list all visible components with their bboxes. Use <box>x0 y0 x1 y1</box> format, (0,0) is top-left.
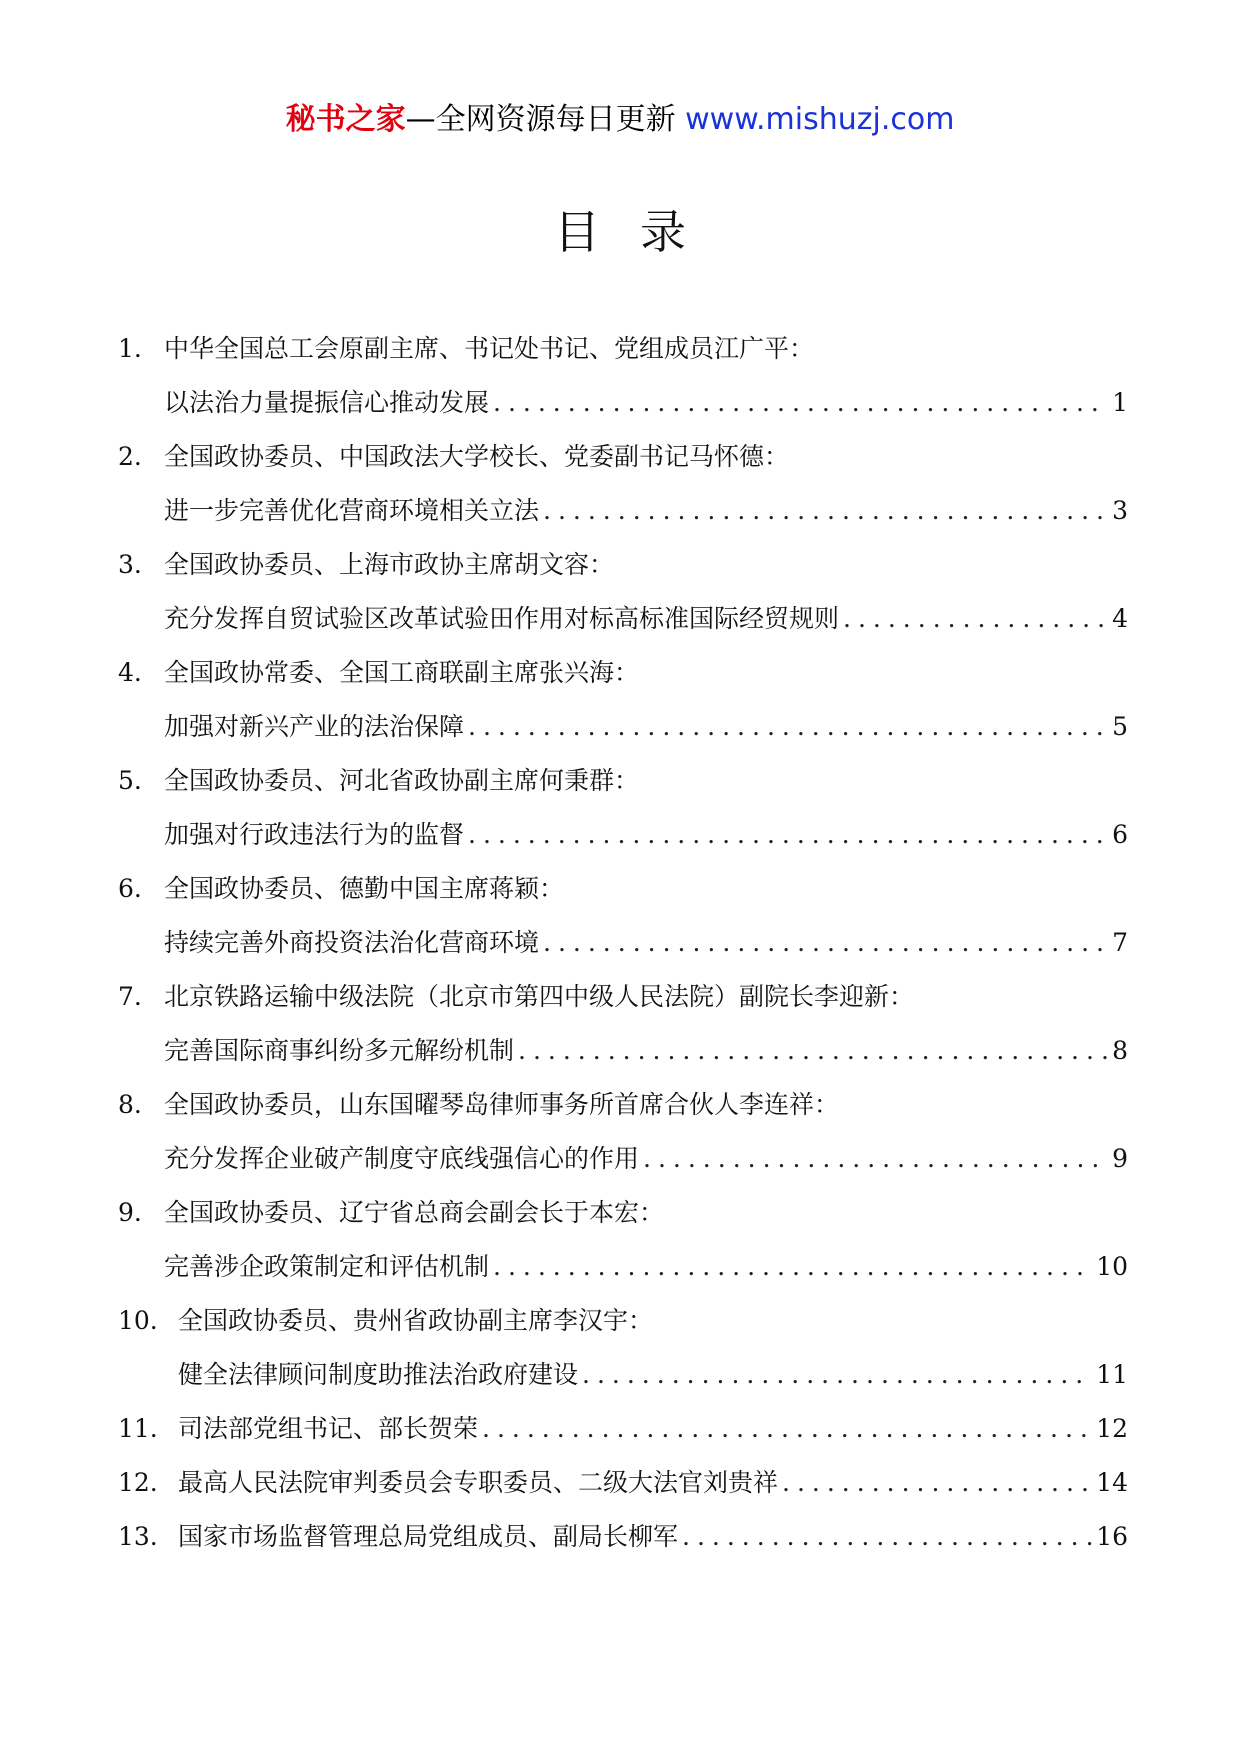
toc-entry[interactable] <box>118 430 1128 538</box>
toc-subtitle-line <box>118 1240 1128 1294</box>
toc-heading: 全国政协委员、中国政法大学校长、党委副书记马怀德： <box>164 442 790 471</box>
toc-leader-dots <box>643 1132 1108 1186</box>
toc-subtitle: 完善涉企政策制定和评估机制 <box>164 1252 490 1281</box>
toc-subtitle: 进一步完善优化营商环境相关立法 <box>164 496 540 525</box>
table-of-contents <box>118 322 1128 1564</box>
toc-page-number: 7 <box>1112 928 1128 957</box>
toc-entry[interactable] <box>118 1510 1128 1564</box>
toc-heading: 中华全国总工会原副主席、书记处书记、党组成员江广平： <box>164 334 815 363</box>
toc-number: 5. <box>118 766 142 795</box>
toc-number: 10. <box>118 1306 158 1335</box>
toc-heading: 全国政协常委、全国工商联副主席张兴海： <box>164 658 640 687</box>
toc-subtitle-line <box>118 484 1128 538</box>
toc-entry[interactable] <box>118 862 1128 970</box>
toc-heading: 全国政协委员、辽宁省总商会副会长于本宏： <box>164 1198 665 1227</box>
toc-subtitle-line <box>118 1348 1128 1402</box>
toc-subtitle-line <box>118 376 1128 430</box>
toc-number: 11. <box>118 1414 158 1443</box>
toc-number: 12. <box>118 1468 158 1497</box>
toc-heading-line <box>118 754 1128 808</box>
toc-heading: 全国政协委员、河北省政协副主席何秉群： <box>164 766 640 795</box>
toc-subtitle-line <box>118 1024 1128 1078</box>
toc-entry[interactable] <box>118 1402 1128 1456</box>
banner-tagline: —全网资源每日更新 <box>405 102 686 137</box>
toc-page-number: 14 <box>1096 1468 1128 1497</box>
toc-heading-line <box>118 322 1128 376</box>
toc-page-number: 5 <box>1112 712 1128 741</box>
toc-subtitle: 加强对新兴产业的法治保障 <box>164 712 465 741</box>
toc-heading-line <box>118 1456 1128 1510</box>
toc-subtitle-line <box>118 916 1128 970</box>
toc-heading-line <box>118 862 1128 916</box>
toc-heading: 全国政协委员，山东国曜琴岛律师事务所首席合伙人李连祥： <box>164 1090 840 1119</box>
toc-heading: 国家市场监督管理总局党组成员、副局长柳军 <box>178 1522 679 1551</box>
toc-heading-line <box>118 646 1128 700</box>
toc-heading: 司法部党组书记、部长贺荣 <box>178 1414 479 1443</box>
toc-leader-dots <box>682 1510 1092 1564</box>
toc-number: 8. <box>118 1090 142 1119</box>
toc-subtitle: 完善国际商事纠纷多元解纷机制 <box>164 1036 515 1065</box>
toc-page-number: 6 <box>1112 820 1128 849</box>
banner-url[interactable]: www.mishuzj.com <box>685 102 955 137</box>
toc-page-number: 16 <box>1096 1522 1128 1551</box>
toc-page-number: 10 <box>1096 1252 1128 1281</box>
toc-number: 1. <box>118 334 142 363</box>
toc-number: 9. <box>118 1198 142 1227</box>
toc-subtitle-line <box>118 1132 1128 1186</box>
toc-subtitle: 充分发挥自贸试验区改革试验田作用对标高标准国际经贸规则 <box>164 604 840 633</box>
toc-entry[interactable] <box>118 1186 1128 1294</box>
toc-heading: 全国政协委员、贵州省政协副主席李汉宇： <box>178 1306 654 1335</box>
toc-leader-dots <box>493 1240 1092 1294</box>
toc-number: 13. <box>118 1522 158 1551</box>
toc-entry[interactable] <box>118 538 1128 646</box>
toc-page-number: 8 <box>1112 1036 1128 1065</box>
toc-subtitle-line <box>118 700 1128 754</box>
toc-number: 4. <box>118 658 142 687</box>
toc-page-number: 4 <box>1112 604 1128 633</box>
toc-subtitle-line <box>118 592 1128 646</box>
toc-heading-line <box>118 1078 1128 1132</box>
toc-subtitle: 以法治力量提振信心推动发展 <box>164 388 490 417</box>
toc-page-number: 12 <box>1096 1414 1128 1443</box>
toc-subtitle-line <box>118 808 1128 862</box>
toc-entry[interactable] <box>118 646 1128 754</box>
toc-entry[interactable] <box>118 970 1128 1078</box>
toc-subtitle: 充分发挥企业破产制度守底线强信心的作用 <box>164 1144 640 1173</box>
toc-number: 2. <box>118 442 142 471</box>
toc-leader-dots <box>468 700 1108 754</box>
toc-heading-line <box>118 538 1128 592</box>
toc-page-number: 9 <box>1112 1144 1128 1173</box>
toc-heading-line <box>118 430 1128 484</box>
toc-leader-dots <box>543 916 1108 970</box>
toc-page-number: 11 <box>1096 1360 1128 1389</box>
toc-leader-dots <box>843 592 1108 646</box>
toc-heading: 北京铁路运输中级法院（北京市第四中级人民法院）副院长李迎新： <box>164 982 915 1011</box>
toc-entry[interactable] <box>118 754 1128 862</box>
toc-heading-line <box>118 970 1128 1024</box>
toc-page-number: 1 <box>1112 388 1128 417</box>
toc-entry[interactable] <box>118 1078 1128 1186</box>
toc-heading-line <box>118 1402 1128 1456</box>
toc-entry[interactable] <box>118 1456 1128 1510</box>
toc-page-number: 3 <box>1112 496 1128 525</box>
site-banner <box>0 100 1240 140</box>
toc-heading-line <box>118 1186 1128 1240</box>
banner-brand: 秘书之家 <box>285 102 406 137</box>
toc-subtitle: 加强对行政违法行为的监督 <box>164 820 465 849</box>
toc-number: 6. <box>118 874 142 903</box>
toc-leader-dots <box>518 1024 1108 1078</box>
toc-heading: 全国政协委员、德勤中国主席蒋颖： <box>164 874 565 903</box>
toc-number: 3. <box>118 550 142 579</box>
toc-heading: 最高人民法院审判委员会专职委员、二级大法官刘贵祥 <box>178 1468 779 1497</box>
toc-leader-dots <box>493 376 1108 430</box>
toc-leader-dots <box>468 808 1108 862</box>
toc-number: 7. <box>118 982 142 1011</box>
toc-heading-line <box>118 1510 1128 1564</box>
toc-subtitle: 持续完善外商投资法治化营商环境 <box>164 928 540 957</box>
toc-leader-dots <box>482 1402 1092 1456</box>
toc-leader-dots <box>543 484 1108 538</box>
page-title: 目录 <box>554 205 726 259</box>
toc-leader-dots <box>582 1348 1092 1402</box>
toc-heading-line <box>118 1294 1128 1348</box>
toc-heading: 全国政协委员、上海市政协主席胡文容： <box>164 550 615 579</box>
toc-entry[interactable] <box>118 322 1128 430</box>
toc-subtitle: 健全法律顾问制度助推法治政府建设 <box>178 1360 579 1389</box>
toc-leader-dots <box>782 1456 1092 1510</box>
toc-entry[interactable] <box>118 1294 1128 1402</box>
